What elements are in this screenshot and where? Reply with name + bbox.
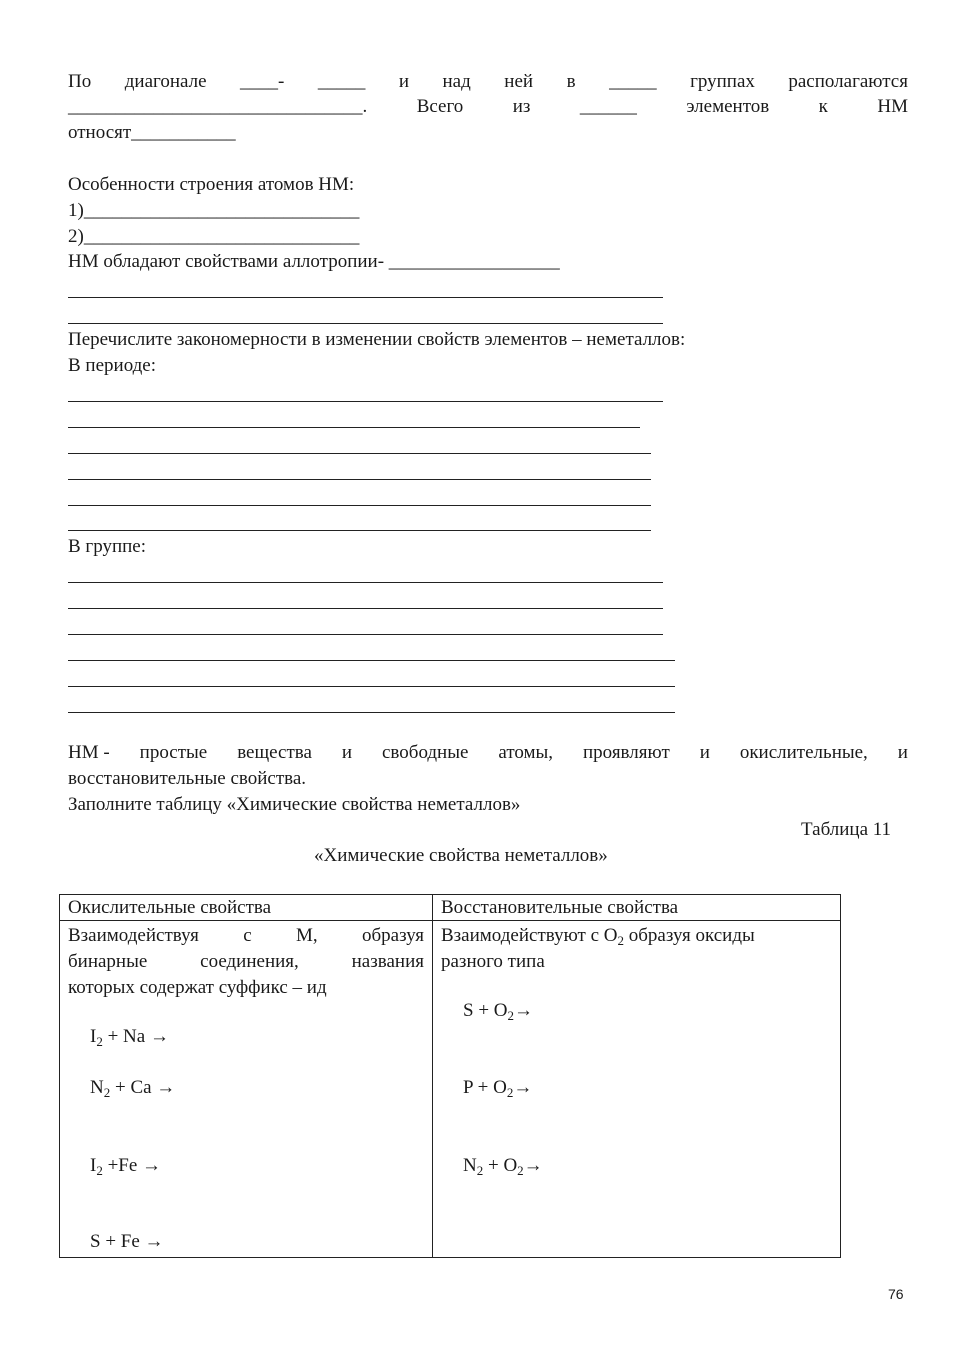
word: атомы, — [498, 742, 554, 763]
blank-field: _____ — [317, 71, 366, 92]
oxidizing-cell — [60, 921, 433, 1258]
word: ней — [504, 71, 534, 92]
page-number: 76 — [888, 1286, 904, 1302]
equation: $N_2 + O_2\to$ — [463, 1155, 543, 1178]
allotropy-line: НМ обладают свойствами аллотропии- __________________ — [68, 251, 560, 272]
period-label: В периоде: — [68, 355, 157, 376]
answer-line — [68, 297, 663, 298]
word: проявляют — [583, 742, 670, 763]
answer-line — [68, 712, 675, 713]
word: диагонале — [124, 71, 207, 92]
word: НМ — [877, 96, 908, 117]
word: и — [699, 742, 710, 763]
oxid-desc-line-3: которых содержат суффикс – ид — [68, 977, 327, 998]
oxid-desc-line-1: Взаимодействуя с М, образуя — [68, 925, 424, 946]
answer-line — [68, 582, 663, 583]
word: и — [398, 71, 410, 92]
answer-line — [68, 634, 663, 635]
word: из — [512, 96, 531, 117]
group-label: В группе: — [68, 536, 147, 557]
equation: $I_2 +Fe$ → — [90, 1155, 162, 1178]
blank-field: _______________________________. — [68, 96, 368, 117]
diagonal-line-3: относят___________ — [68, 122, 236, 143]
word: простые — [139, 742, 208, 763]
blank-field: _____ — [609, 71, 657, 92]
task-text: Заполните таблицу «Химические свойства неметаллов» — [68, 794, 521, 815]
word: над — [442, 71, 471, 92]
word: свободные — [382, 742, 469, 763]
answer-line — [68, 505, 651, 506]
word: группах — [690, 71, 755, 92]
answer-line — [68, 479, 651, 480]
structure-heading: Особенности строения атомов НМ: — [68, 174, 355, 195]
word: и — [341, 742, 353, 763]
word: вещества — [237, 742, 312, 763]
word: располагаются — [788, 71, 908, 92]
answer-line — [68, 686, 675, 687]
blank-field: ______ — [579, 96, 637, 117]
table-number: Таблица 11 — [801, 819, 892, 840]
word: окислительные, — [739, 742, 868, 763]
intro-line-2: восстановительные свойства. — [68, 768, 307, 789]
equation: $S + O_2\to$ — [463, 1000, 534, 1023]
diagonal-line-2 — [68, 96, 908, 118]
word: элементов — [686, 96, 770, 117]
reducing-header: Восстановительные свойства — [433, 895, 841, 921]
red-desc-line-1: Взаимодействуют с $O_2$ образуя оксиды — [441, 925, 755, 948]
equation: $N_2 + Ca$ → — [90, 1077, 176, 1100]
answer-line — [68, 530, 651, 531]
table-title: «Химические свойства неметаллов» — [314, 845, 608, 866]
reducing-cell — [433, 921, 841, 1258]
word: в — [566, 71, 576, 92]
blank-field: ____- — [240, 71, 285, 92]
word: По — [68, 71, 92, 92]
answer-line — [68, 660, 675, 661]
answer-line — [68, 323, 663, 324]
oxidizing-header: Окислительные свойства — [60, 895, 433, 921]
word: НМ - — [68, 742, 110, 763]
equation: $I_2 + Na$ → — [90, 1026, 169, 1049]
word: к — [818, 96, 828, 117]
equation: S + Fe → — [90, 1231, 164, 1252]
diagonal-line-1 — [68, 71, 908, 93]
structure-item-2: 2)_____________________________ — [68, 226, 360, 247]
structure-item-1: 1)_____________________________ — [68, 200, 360, 221]
answer-line — [68, 427, 640, 428]
oxid-desc-line-2: бинарные соединения, названия — [68, 951, 424, 972]
word: и — [897, 742, 908, 763]
answer-line — [68, 401, 663, 402]
equation: $P + O_2\to$ — [463, 1077, 533, 1100]
answer-line — [68, 453, 651, 454]
intro-line-1 — [68, 742, 908, 764]
red-desc-line-2: разного типа — [441, 951, 545, 972]
word: Всего — [416, 96, 464, 117]
chemical-properties-table — [59, 894, 841, 1258]
patterns-heading: Перечислите закономерности в изменении свойств элементов – неметаллов: — [68, 329, 686, 350]
answer-line — [68, 608, 663, 609]
